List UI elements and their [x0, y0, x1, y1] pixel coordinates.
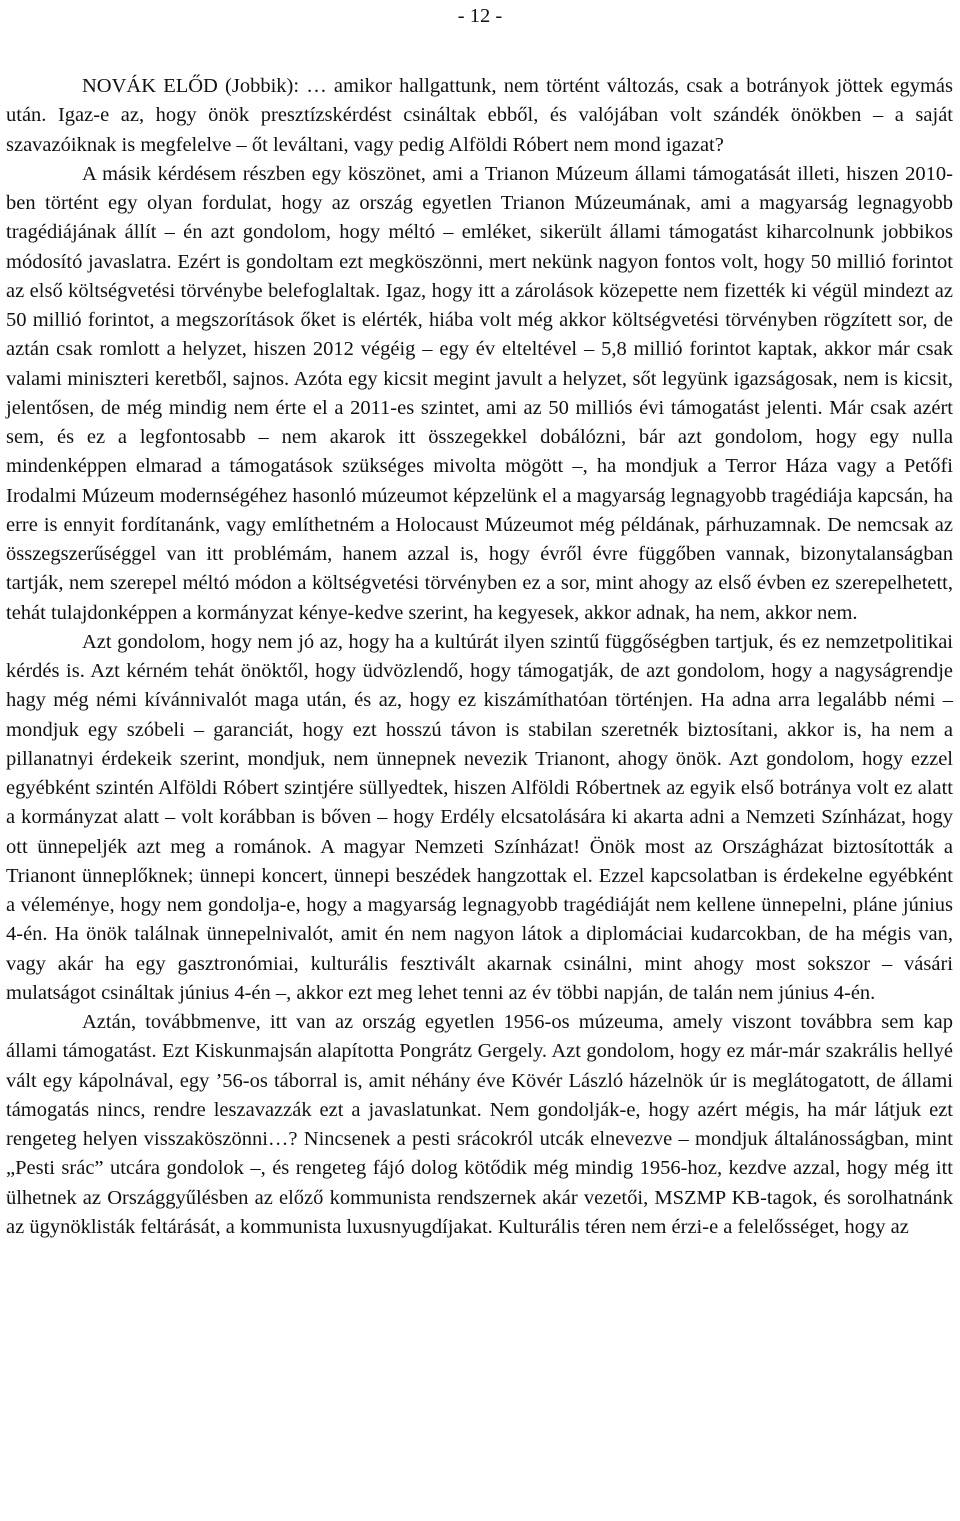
page-number: - 12 -	[457, 5, 503, 27]
paragraph-1956-museum: Aztán, továbbmenve, itt van az ország egyetlen 1956-os múzeuma, amely viszont továbbra sem kap állami támogatást. Ezt Kiskunmajsán alapította Pongrátz Gergely. Azt gondolom, hogy ez már-már szakrális hellyé vált egy kápolnával, egy ’56-os táborral is, amit néhány éve Kövér László házelnök úr is meglátogatott, de állami támogatás nincs, rendre leszavazzák ezt a javaslatunkat. Nem gondolják-e, hogy azért mégis, ha már látjuk ezt rengeteg helyen visszaköszönni…? Nincsenek a pesti srácokról utcák elnevezve – mondjuk általánosságban, mint „Pesti srác” utcára gondolok –, és rengeteg fájó dolog kötődik még mindig 1956-hoz, kezdve azzal, hogy még itt ülhetnek az Országgyűlésben az előző kommunista rendszernek akár vezetői, MSZMP KB-tagok, és sorolhatnánk az ügynöklisták feltárását, a kommunista luxusnyugdíjakat. Kulturális téren nem érzi-e a felelősséget, hogy az	[6, 1011, 953, 1238]
paragraph-trianon-museum: A másik kérdésem részben egy köszönet, ami a Trianon Múzeum állami támogatását illeti, hiszen 2010-ben történt egy olyan fordulat, hogy az ország egyetlen Trianon Múzeumának, ami a magyarság legnagyobb tragédiájának állít – én azt gondolom, hogy méltó – emléket, sikerült állami támogatást kiharcolnunk jobbikos módosító javaslatra. Ezért is gondoltam ezt megköszönni, mert nekünk nagyon fontos volt, hogy 50 millió forintot az első költségvetési törvénybe belefoglaltak. Igaz, hogy itt a zárolások közepette nem fizették ki végül mindezt az 50 millió forintot, a megszorítások őket is elérték, hiába volt még akkor költségvetési törvényben rögzített sor, de aztán csak romlott a helyzet, hiszen 2012 végéig – egy év elteltével – 5,8 millió forintot kaptak, akkor már csak valami miniszteri keretből, sajnos. Azóta egy kicsit megint javult a helyzet, sőt legyünk igazságosak, nem is kicsit, jelentősen, de még mindig nem érte el a 2011-es szintet, ami az 50 milliós évi támogatást jelenti. Már csak azért sem, és ez a legfontosabb – nem akarok itt összegekkel dobálózni, bár azt gondolom, hogy egy nulla mindenképpen elmarad a támogatások szükséges mivolta mögött –, ha mondjuk a Terror Háza vagy a Petőfi Irodalmi Múzeum modernségéhez hasonló múzeumot képzelünk el a magyarság legnagyobb tragédiája kapcsán, ha erre is ennyit fordítanánk, vagy említhetném a Holocaust Múzeumot még példának, párhuzamnak. De nemcsak az összegszerűséggel van itt problémám, hanem azzal is, hogy évről évre függőben vannak, bizonytalanságban tartják, nem szerepel méltó módon a költségvetési törvényben ez a sor, mint ahogy az első évben ez szerepelhetett, tehát tulajdonképpen a kormányzat kénye-kedve szerint, ha kegyesek, akkor adnak, ha nem, akkor nem.	[6, 162, 953, 624]
paragraph-speaker-intro: NOVÁK ELŐD (Jobbik): … amikor hallgattunk, nem történt változás, csak a botrányok jöttek egymás után. Igaz-e az, hogy önök presztízskérdést csináltak ebből, és valójában volt szándék önökben – a saját szavazóiknak is megfelelve – őt leváltani, vagy pedig Alföldi Róbert nem mond igazat?	[6, 75, 953, 156]
document-body	[6, 72, 953, 1242]
paragraph-culture-dependence: Azt gondolom, hogy nem jó az, hogy ha a kultúrát ilyen szintű függőségben tartjuk, és ez nemzetpolitikai kérdés is. Azt kérném tehát önöktől, hogy üdvözlendő, hogy támogatják, de azt gondolom, hogy a nagyságrendje hagy még némi kívánnivalót maga után, és az, hogy ez kiszámíthatóan történjen. Ha adna arra legalább némi – mondjuk egy szóbeli – garanciát, hogy ezt hosszú távon is stabilan szeretnék biztosítani, akkor is, ha nem a pillanatnyi érdekeik szerint, mondjuk, nem ünnepnek nevezik Trianont, ahogy önök. Azt gondolom, hogy ezzel egyébként szintén Alföldi Róbert szintjére süllyedtek, hiszen Alföldi Róbertnek az egyik első botránya volt ez alatt a kormányzat alatt – volt korábban is bőven – hogy Erdély elcsatolására ki akarta adni a Nemzeti Színházat, hogy ott ünnepeljék azt meg a románok. A magyar Nemzeti Színházat! Önök most az Országházat biztosították a Trianont ünneplőknek; ünnepi koncert, ünnepi beszédek hangzottak el. Ezzel kapcsolatban is érdekelne egyébként a véleménye, hogy nem gondolja-e, hogy a magyarság legnagyobb tragédiáját nem kellene ünnepelni, pláne június 4-én. Ha önök találnak ünnepelnivalót, amit én nem nagyon látok a diplomáciai kudarcokban, de ha mégis van, vagy akár ha egy gasztronómiai, kulturális fesztivált akarnak csinálni, mint ahogy most sokszor – vásári mulatságot csináltak június 4-én –, akkor ezt meg lehet tenni az év többi napján, de talán nem június 4-én.	[6, 630, 953, 1004]
